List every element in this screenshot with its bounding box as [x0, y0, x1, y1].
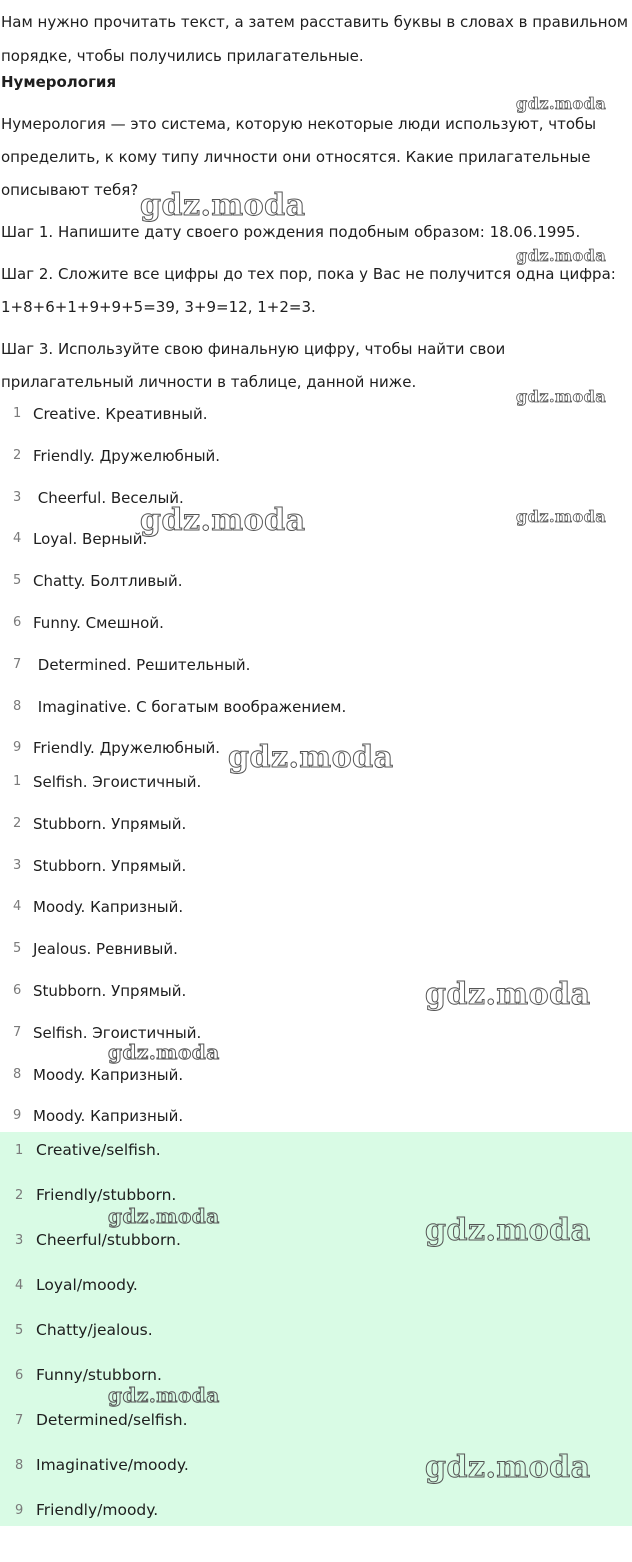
- item-number: 4: [15, 1278, 24, 1293]
- answer-item: [0, 1140, 632, 1185]
- watermark: gdz.moda: [140, 503, 306, 538]
- item-number: 1: [15, 1143, 24, 1158]
- list-item: [0, 529, 632, 571]
- item-number: 2: [13, 447, 22, 463]
- item-number: 9: [15, 1503, 24, 1518]
- text-heading: Нумерология: [1, 73, 117, 91]
- item-number: 3: [13, 489, 22, 505]
- item-text: Moody. Капризный.: [33, 1107, 184, 1126]
- item-number: 5: [13, 573, 22, 589]
- list-item: [0, 1023, 632, 1065]
- item-text: Moody. Капризный.: [33, 898, 184, 917]
- item-number: 9: [13, 740, 22, 756]
- list-item: [0, 856, 632, 898]
- answer-item: [0, 1230, 632, 1275]
- list-item: [0, 571, 632, 613]
- watermark: gdz.moda: [516, 94, 607, 113]
- list-item: [0, 939, 632, 981]
- item-text: Determined. Решительный.: [33, 655, 251, 674]
- item-number: 7: [13, 656, 22, 672]
- item-text: Chatty. Болтливый.: [33, 572, 183, 591]
- item-text: Moody. Капризный.: [33, 1065, 184, 1084]
- answer-item: [0, 1185, 632, 1230]
- item-number: 2: [15, 1188, 24, 1203]
- item-text: Funny. Смешной.: [33, 613, 164, 632]
- item-text: Stubborn. Упрямый.: [33, 856, 187, 875]
- item-text: Selfish. Эгоистичный.: [33, 773, 202, 791]
- item-number: 4: [13, 899, 22, 915]
- list-item: [0, 772, 632, 814]
- answer-item: [0, 1500, 632, 1545]
- item-text: Cheerful/stubborn.: [36, 1231, 181, 1249]
- item-text: Selfish. Эгоистичный.: [33, 1023, 202, 1042]
- answer-item: [0, 1365, 632, 1410]
- item-text: Friendly. Дружелюбный.: [33, 446, 221, 465]
- list-item: [0, 404, 632, 446]
- item-text: Friendly/stubborn.: [36, 1186, 177, 1204]
- step-1: Шаг 1. Напишите дату своего рождения подобным образом: 18.06.1995.: [1, 223, 581, 241]
- item-text: Creative/selfish.: [36, 1141, 161, 1159]
- answer-list: [0, 1140, 632, 1545]
- item-number: 1: [13, 774, 22, 789]
- answer-item: [0, 1410, 632, 1455]
- item-number: 5: [15, 1323, 24, 1338]
- list-item: [0, 738, 632, 771]
- item-text: Jealous. Ревнивый.: [33, 940, 178, 959]
- watermark: gdz.moda: [228, 740, 394, 775]
- watermark: gdz.moda: [516, 246, 607, 265]
- item-number: 7: [15, 1413, 24, 1428]
- answer-item: [0, 1275, 632, 1320]
- list-item: [0, 1065, 632, 1107]
- item-number: 2: [13, 815, 22, 831]
- negative-adjectives-list: [0, 772, 632, 1136]
- watermark: gdz.moda: [516, 507, 607, 526]
- item-number: 7: [13, 1024, 22, 1040]
- item-text: Loyal/moody.: [36, 1276, 138, 1294]
- watermark: gdz.moda: [425, 977, 591, 1012]
- item-number: 1: [13, 406, 22, 421]
- item-number: 8: [15, 1458, 24, 1473]
- text-paragraph: Нумерология — это система, которую некоторые люди используют, чтобы определить, к кому типу личности они относятся. Какие прилагательные описывают тебя?: [1, 115, 597, 199]
- item-number: 3: [13, 857, 22, 873]
- item-number: 8: [13, 1066, 22, 1082]
- list-item: [0, 655, 632, 697]
- item-number: 5: [13, 941, 22, 957]
- item-number: 3: [15, 1233, 24, 1248]
- item-number: 8: [13, 698, 22, 714]
- watermark: gdz.moda: [108, 1040, 220, 1064]
- list-item: [0, 897, 632, 939]
- item-number: 6: [15, 1368, 24, 1383]
- item-text: Determined/selfish.: [36, 1411, 188, 1429]
- item-number: 6: [13, 982, 22, 998]
- item-text: Stubborn. Упрямый.: [33, 981, 187, 1000]
- item-number: 9: [13, 1108, 22, 1124]
- answer-block: [0, 1132, 632, 1526]
- item-text: Imaginative/moody.: [36, 1456, 189, 1474]
- item-text: Stubborn. Упрямый.: [33, 814, 187, 833]
- item-text: Loyal. Верный.: [33, 530, 148, 549]
- item-text: Cheerful. Веселый.: [33, 488, 184, 507]
- item-number: 6: [13, 614, 22, 630]
- item-text: Chatty/jealous.: [36, 1321, 153, 1339]
- answer-item: [0, 1320, 632, 1365]
- item-text: Imaginative. С богатым воображением.: [33, 697, 347, 716]
- item-text: Friendly/moody.: [36, 1501, 159, 1519]
- step-3: Шаг 3. Используйте свою финальную цифру, чтобы найти свои прилагательный личности в таблице, данной ниже.: [1, 340, 506, 391]
- list-item: [0, 697, 632, 739]
- watermark: gdz.moda: [140, 188, 306, 223]
- list-item: [0, 613, 632, 655]
- step-2: Шаг 2. Сложите все цифры до тех пор, пока у Вас не получится одна цифра: 1+8+6+1+9+9+5=39, 3+9=12, 1+2=3.: [1, 265, 616, 316]
- item-text: Creative. Креативный.: [33, 405, 208, 423]
- item-text: Friendly. Дружелюбный.: [33, 739, 221, 758]
- task-instruction: Нам нужно прочитать текст, а затем расставить буквы в словах в правильном порядке, чтобы получились прилагательные.: [1, 13, 629, 65]
- list-item: [0, 488, 632, 530]
- positive-adjectives-list: [0, 404, 632, 771]
- list-item: [0, 981, 632, 1023]
- item-text: Funny/stubborn.: [36, 1366, 162, 1384]
- list-item: [0, 446, 632, 488]
- watermark: gdz.moda: [516, 387, 607, 406]
- list-item: [0, 814, 632, 856]
- answer-item: [0, 1455, 632, 1500]
- item-number: 4: [13, 531, 22, 547]
